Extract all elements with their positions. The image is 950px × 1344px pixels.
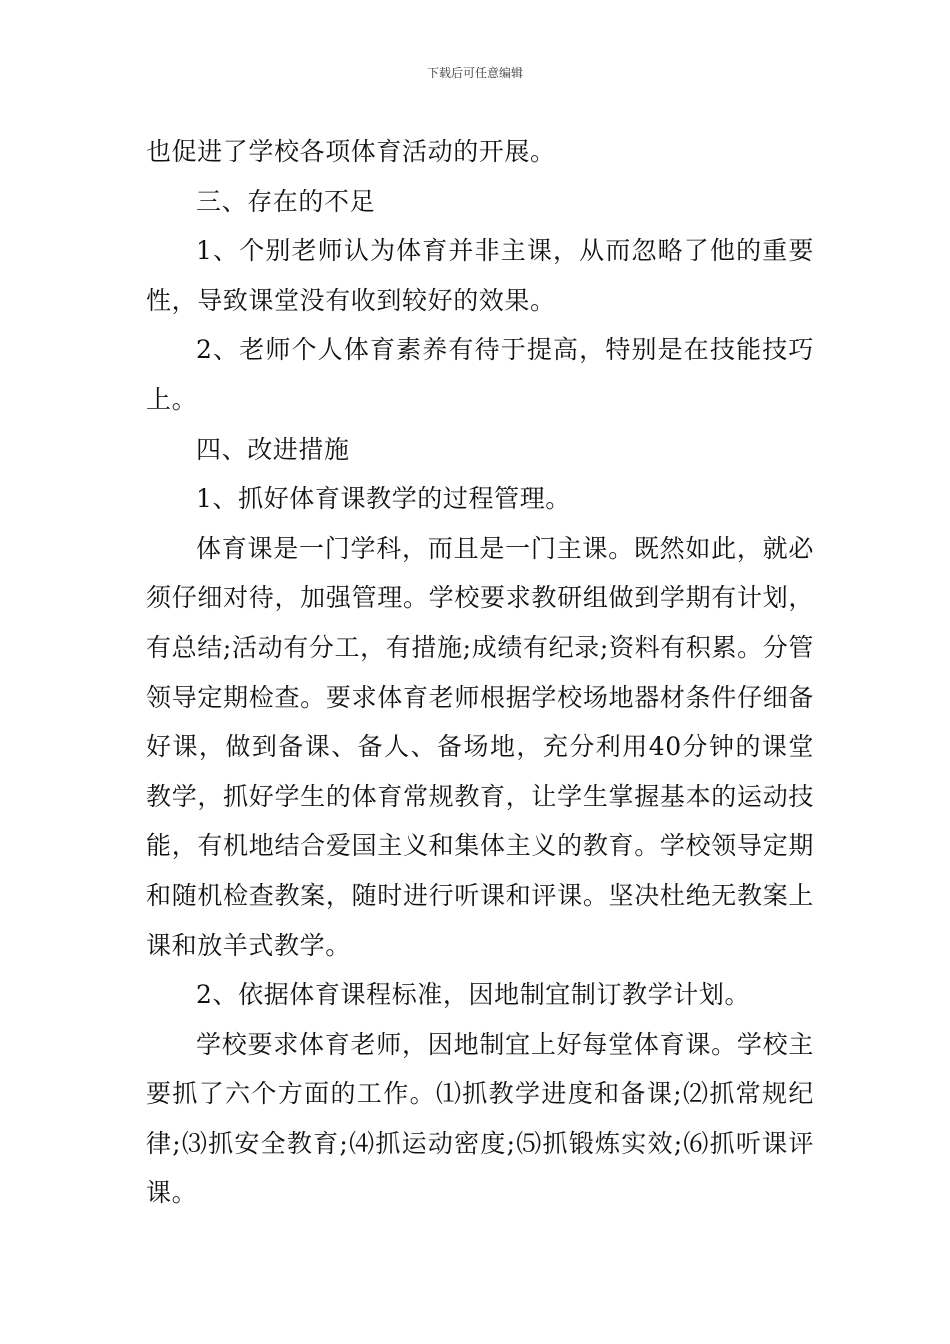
paragraph-process-management: 体育课是一门学科，而且是一门主课。既然如此，就必须仔细对待，加强管理。学校要求教研组做到学期有计划，有总结;活动有分工，有措施;成绩有纪录;资料有积累。分管领导定期检查。要求体育老师根据学校场地器材条件仔细备好课，做到备课、备人、备场地，充分利用40分钟的课堂教学，抓好学生的体育常规教育，让学生掌握基本的运动技能，有机地结合爱国主义和集体主义的教育。学校领导定期和随机检查教案，随时进行听课和评课。坚决杜绝无教案上课和放羊式教学。 [146,533,814,960]
document-body [146,127,814,1218]
paragraph-activities-conclusion: 也促进了学校各项体育活动的开展。 [146,137,556,166]
subheading-teaching-plan: 2、依据体育课程标准，因地制宜制订教学计划。 [196,980,751,1010]
paragraph-shortcoming-2: 2、老师个人体育素养有待于提高，特别是在技能技巧上。 [146,335,814,414]
section-heading-shortcomings: 三、存在的不足 [196,186,376,216]
subheading-process-management: 1、抓好体育课教学的过程管理。 [196,484,571,514]
section-heading-improvements: 四、改进措施 [196,434,350,464]
paragraph-shortcoming-1: 1、个别老师认为体育并非主课，从而忽略了他的重要性，导致课堂没有收到较好的效果。 [146,236,814,315]
page-header: 下载后可任意编辑 [426,66,523,80]
paragraph-teaching-plan: 学校要求体育老师，因地制宜上好每堂体育课。学校主要抓了六个方面的工作。⑴抓教学进度和备课;⑵抓常规纪律;⑶抓安全教育;⑷抓运动密度;⑸抓锻炼实效;⑹抓听课评课。 [146,1029,814,1208]
